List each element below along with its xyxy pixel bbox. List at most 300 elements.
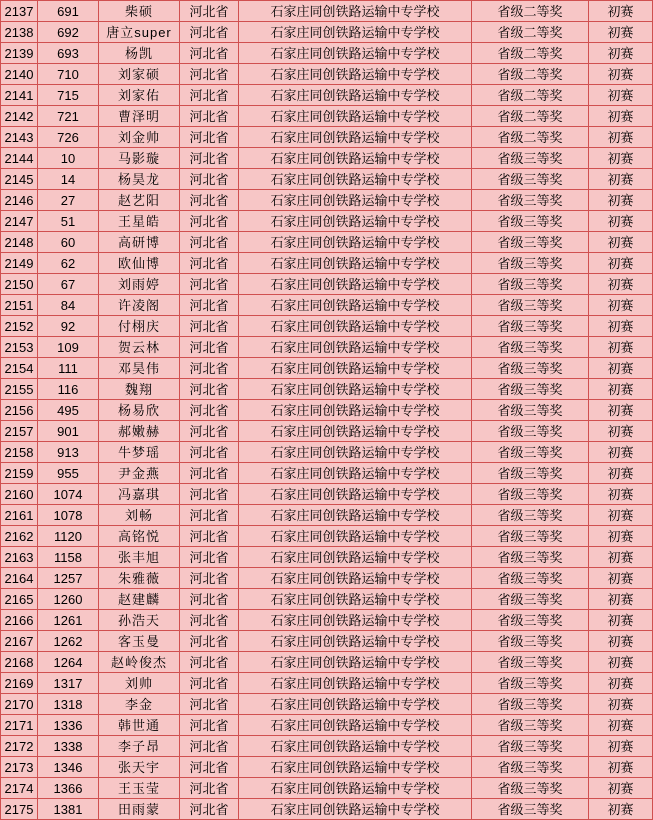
cell-index: 2156 — [1, 400, 38, 421]
cell-stage: 初赛 — [589, 379, 653, 400]
cell-name: 刘金帅 — [99, 127, 180, 148]
cell-number: 1317 — [38, 673, 99, 694]
cell-number: 14 — [38, 169, 99, 190]
cell-school: 石家庄同创铁路运输中专学校 — [239, 631, 472, 652]
cell-number: 1346 — [38, 757, 99, 778]
cell-index: 2160 — [1, 484, 38, 505]
cell-number: 111 — [38, 358, 99, 379]
cell-index: 2159 — [1, 463, 38, 484]
cell-region: 河北省 — [180, 253, 239, 274]
cell-index: 2168 — [1, 652, 38, 673]
cell-stage: 初赛 — [589, 316, 653, 337]
cell-name: 李金 — [99, 694, 180, 715]
table-row — [1, 64, 653, 85]
cell-index: 2138 — [1, 22, 38, 43]
cell-index: 2147 — [1, 211, 38, 232]
cell-region: 河北省 — [180, 400, 239, 421]
cell-school: 石家庄同创铁路运输中专学校 — [239, 799, 472, 820]
cell-name: 刘家硕 — [99, 64, 180, 85]
cell-number: 60 — [38, 232, 99, 253]
table-row — [1, 505, 653, 526]
cell-stage: 初赛 — [589, 778, 653, 799]
cell-index: 2143 — [1, 127, 38, 148]
cell-region: 河北省 — [180, 652, 239, 673]
cell-region: 河北省 — [180, 799, 239, 820]
cell-region: 河北省 — [180, 169, 239, 190]
cell-name: 许凌阁 — [99, 295, 180, 316]
cell-region: 河北省 — [180, 358, 239, 379]
cell-name: 李子昂 — [99, 736, 180, 757]
cell-number: 84 — [38, 295, 99, 316]
cell-name: 郝嫩赫 — [99, 421, 180, 442]
cell-region: 河北省 — [180, 757, 239, 778]
cell-school: 石家庄同创铁路运输中专学校 — [239, 442, 472, 463]
cell-index: 2137 — [1, 1, 38, 22]
cell-index: 2171 — [1, 715, 38, 736]
table-row — [1, 421, 653, 442]
cell-school: 石家庄同创铁路运输中专学校 — [239, 421, 472, 442]
table-row — [1, 463, 653, 484]
cell-region: 河北省 — [180, 715, 239, 736]
cell-name: 韩世通 — [99, 715, 180, 736]
table-row — [1, 715, 653, 736]
table-row — [1, 22, 653, 43]
cell-name: 朱雅薇 — [99, 568, 180, 589]
cell-region: 河北省 — [180, 568, 239, 589]
cell-school: 石家庄同创铁路运输中专学校 — [239, 316, 472, 337]
table-row — [1, 337, 653, 358]
cell-region: 河北省 — [180, 316, 239, 337]
cell-index: 2154 — [1, 358, 38, 379]
cell-number: 67 — [38, 274, 99, 295]
cell-index: 2146 — [1, 190, 38, 211]
cell-name: 张天宇 — [99, 757, 180, 778]
cell-name: 贺云林 — [99, 337, 180, 358]
cell-index: 2153 — [1, 337, 38, 358]
cell-region: 河北省 — [180, 127, 239, 148]
cell-region: 河北省 — [180, 484, 239, 505]
cell-stage: 初赛 — [589, 715, 653, 736]
cell-stage: 初赛 — [589, 568, 653, 589]
cell-award: 省级三等奖 — [472, 232, 589, 253]
cell-award: 省级三等奖 — [472, 610, 589, 631]
cell-number: 1120 — [38, 526, 99, 547]
table-row — [1, 589, 653, 610]
cell-award: 省级二等奖 — [472, 1, 589, 22]
table-row — [1, 778, 653, 799]
cell-region: 河北省 — [180, 337, 239, 358]
cell-index: 2162 — [1, 526, 38, 547]
cell-number: 27 — [38, 190, 99, 211]
cell-school: 石家庄同创铁路运输中专学校 — [239, 379, 472, 400]
cell-name: 唐立super — [99, 22, 180, 43]
cell-school: 石家庄同创铁路运输中专学校 — [239, 232, 472, 253]
table-row — [1, 526, 653, 547]
cell-school: 石家庄同创铁路运输中专学校 — [239, 64, 472, 85]
cell-stage: 初赛 — [589, 85, 653, 106]
cell-stage: 初赛 — [589, 1, 653, 22]
cell-name: 欧仙博 — [99, 253, 180, 274]
cell-school: 石家庄同创铁路运输中专学校 — [239, 169, 472, 190]
cell-award: 省级三等奖 — [472, 715, 589, 736]
cell-region: 河北省 — [180, 421, 239, 442]
cell-school: 石家庄同创铁路运输中专学校 — [239, 484, 472, 505]
cell-region: 河北省 — [180, 505, 239, 526]
cell-number: 1318 — [38, 694, 99, 715]
table-row — [1, 316, 653, 337]
cell-region: 河北省 — [180, 22, 239, 43]
cell-region: 河北省 — [180, 778, 239, 799]
cell-number: 62 — [38, 253, 99, 274]
cell-school: 石家庄同创铁路运输中专学校 — [239, 85, 472, 106]
cell-award: 省级三等奖 — [472, 358, 589, 379]
cell-school: 石家庄同创铁路运输中专学校 — [239, 673, 472, 694]
cell-stage: 初赛 — [589, 190, 653, 211]
cell-name: 马影璇 — [99, 148, 180, 169]
cell-name: 客玉曼 — [99, 631, 180, 652]
cell-stage: 初赛 — [589, 463, 653, 484]
cell-index: 2142 — [1, 106, 38, 127]
cell-stage: 初赛 — [589, 673, 653, 694]
cell-number: 1262 — [38, 631, 99, 652]
table-row — [1, 757, 653, 778]
cell-award: 省级二等奖 — [472, 85, 589, 106]
cell-stage: 初赛 — [589, 694, 653, 715]
cell-stage: 初赛 — [589, 757, 653, 778]
cell-award: 省级三等奖 — [472, 169, 589, 190]
table-row — [1, 484, 653, 505]
cell-award: 省级三等奖 — [472, 547, 589, 568]
cell-school: 石家庄同创铁路运输中专学校 — [239, 1, 472, 22]
cell-region: 河北省 — [180, 610, 239, 631]
cell-name: 高铭悦 — [99, 526, 180, 547]
cell-region: 河北省 — [180, 694, 239, 715]
cell-index: 2140 — [1, 64, 38, 85]
cell-region: 河北省 — [180, 85, 239, 106]
cell-number: 901 — [38, 421, 99, 442]
cell-award: 省级三等奖 — [472, 778, 589, 799]
cell-award: 省级二等奖 — [472, 22, 589, 43]
cell-school: 石家庄同创铁路运输中专学校 — [239, 127, 472, 148]
cell-region: 河北省 — [180, 148, 239, 169]
cell-index: 2139 — [1, 43, 38, 64]
table-row — [1, 652, 653, 673]
cell-name: 张丰旭 — [99, 547, 180, 568]
cell-name: 付栩庆 — [99, 316, 180, 337]
cell-school: 石家庄同创铁路运输中专学校 — [239, 253, 472, 274]
cell-index: 2174 — [1, 778, 38, 799]
cell-stage: 初赛 — [589, 610, 653, 631]
cell-region: 河北省 — [180, 232, 239, 253]
cell-region: 河北省 — [180, 442, 239, 463]
cell-region: 河北省 — [180, 526, 239, 547]
cell-name: 高研博 — [99, 232, 180, 253]
cell-index: 2165 — [1, 589, 38, 610]
cell-stage: 初赛 — [589, 211, 653, 232]
cell-name: 刘帅 — [99, 673, 180, 694]
cell-name: 杨凯 — [99, 43, 180, 64]
cell-index: 2172 — [1, 736, 38, 757]
cell-number: 721 — [38, 106, 99, 127]
cell-stage: 初赛 — [589, 169, 653, 190]
cell-award: 省级三等奖 — [472, 652, 589, 673]
cell-stage: 初赛 — [589, 421, 653, 442]
cell-number: 1338 — [38, 736, 99, 757]
cell-stage: 初赛 — [589, 253, 653, 274]
cell-index: 2152 — [1, 316, 38, 337]
cell-award: 省级三等奖 — [472, 442, 589, 463]
cell-index: 2169 — [1, 673, 38, 694]
cell-name: 杨易欣 — [99, 400, 180, 421]
cell-award: 省级三等奖 — [472, 673, 589, 694]
table-row — [1, 568, 653, 589]
table-row — [1, 799, 653, 820]
cell-school: 石家庄同创铁路运输中专学校 — [239, 694, 472, 715]
cell-index: 2167 — [1, 631, 38, 652]
cell-award: 省级三等奖 — [472, 589, 589, 610]
cell-number: 92 — [38, 316, 99, 337]
cell-school: 石家庄同创铁路运输中专学校 — [239, 106, 472, 127]
table-row — [1, 190, 653, 211]
cell-number: 1078 — [38, 505, 99, 526]
cell-award: 省级三等奖 — [472, 337, 589, 358]
cell-index: 2145 — [1, 169, 38, 190]
cell-number: 710 — [38, 64, 99, 85]
cell-number: 692 — [38, 22, 99, 43]
cell-school: 石家庄同创铁路运输中专学校 — [239, 757, 472, 778]
table-row — [1, 379, 653, 400]
cell-number: 1366 — [38, 778, 99, 799]
cell-school: 石家庄同创铁路运输中专学校 — [239, 43, 472, 64]
cell-number: 715 — [38, 85, 99, 106]
cell-stage: 初赛 — [589, 484, 653, 505]
cell-region: 河北省 — [180, 211, 239, 232]
cell-school: 石家庄同创铁路运输中专学校 — [239, 526, 472, 547]
cell-award: 省级三等奖 — [472, 757, 589, 778]
table-row — [1, 274, 653, 295]
cell-name: 赵岭俊杰 — [99, 652, 180, 673]
cell-region: 河北省 — [180, 43, 239, 64]
cell-school: 石家庄同创铁路运输中专学校 — [239, 400, 472, 421]
cell-number: 1261 — [38, 610, 99, 631]
cell-number: 1336 — [38, 715, 99, 736]
cell-award: 省级三等奖 — [472, 463, 589, 484]
cell-stage: 初赛 — [589, 799, 653, 820]
cell-school: 石家庄同创铁路运输中专学校 — [239, 652, 472, 673]
cell-award: 省级三等奖 — [472, 568, 589, 589]
cell-region: 河北省 — [180, 463, 239, 484]
table-body — [1, 1, 653, 820]
cell-school: 石家庄同创铁路运输中专学校 — [239, 610, 472, 631]
cell-school: 石家庄同创铁路运输中专学校 — [239, 736, 472, 757]
cell-stage: 初赛 — [589, 64, 653, 85]
cell-name: 冯嘉琪 — [99, 484, 180, 505]
cell-index: 2170 — [1, 694, 38, 715]
cell-stage: 初赛 — [589, 652, 653, 673]
cell-school: 石家庄同创铁路运输中专学校 — [239, 22, 472, 43]
cell-name: 王星皓 — [99, 211, 180, 232]
cell-school: 石家庄同创铁路运输中专学校 — [239, 715, 472, 736]
cell-school: 石家庄同创铁路运输中专学校 — [239, 547, 472, 568]
table-row — [1, 85, 653, 106]
cell-school: 石家庄同创铁路运输中专学校 — [239, 358, 472, 379]
cell-number: 116 — [38, 379, 99, 400]
cell-name: 田雨蒙 — [99, 799, 180, 820]
cell-stage: 初赛 — [589, 232, 653, 253]
cell-number: 955 — [38, 463, 99, 484]
cell-region: 河北省 — [180, 631, 239, 652]
cell-number: 1158 — [38, 547, 99, 568]
cell-school: 石家庄同创铁路运输中专学校 — [239, 190, 472, 211]
cell-region: 河北省 — [180, 589, 239, 610]
table-row — [1, 232, 653, 253]
cell-number: 693 — [38, 43, 99, 64]
cell-name: 赵艺阳 — [99, 190, 180, 211]
cell-school: 石家庄同创铁路运输中专学校 — [239, 148, 472, 169]
table-row — [1, 211, 653, 232]
cell-number: 10 — [38, 148, 99, 169]
cell-award: 省级三等奖 — [472, 190, 589, 211]
cell-number: 913 — [38, 442, 99, 463]
cell-school: 石家庄同创铁路运输中专学校 — [239, 274, 472, 295]
cell-school: 石家庄同创铁路运输中专学校 — [239, 337, 472, 358]
cell-stage: 初赛 — [589, 295, 653, 316]
cell-number: 51 — [38, 211, 99, 232]
cell-name: 孙浩天 — [99, 610, 180, 631]
table-row — [1, 43, 653, 64]
cell-number: 1257 — [38, 568, 99, 589]
cell-stage: 初赛 — [589, 274, 653, 295]
cell-stage: 初赛 — [589, 547, 653, 568]
cell-award: 省级三等奖 — [472, 253, 589, 274]
cell-index: 2158 — [1, 442, 38, 463]
cell-region: 河北省 — [180, 673, 239, 694]
table-row — [1, 253, 653, 274]
cell-number: 1264 — [38, 652, 99, 673]
cell-region: 河北省 — [180, 547, 239, 568]
cell-award: 省级三等奖 — [472, 274, 589, 295]
cell-index: 2166 — [1, 610, 38, 631]
cell-award: 省级三等奖 — [472, 694, 589, 715]
cell-award: 省级二等奖 — [472, 43, 589, 64]
cell-name: 刘畅 — [99, 505, 180, 526]
cell-name: 曹泽明 — [99, 106, 180, 127]
cell-stage: 初赛 — [589, 589, 653, 610]
cell-index: 2175 — [1, 799, 38, 820]
table-row — [1, 631, 653, 652]
cell-school: 石家庄同创铁路运输中专学校 — [239, 589, 472, 610]
cell-index: 2161 — [1, 505, 38, 526]
cell-index: 2157 — [1, 421, 38, 442]
cell-stage: 初赛 — [589, 505, 653, 526]
table-row — [1, 1, 653, 22]
cell-award: 省级三等奖 — [472, 505, 589, 526]
cell-region: 河北省 — [180, 736, 239, 757]
cell-name: 邓昊伟 — [99, 358, 180, 379]
cell-school: 石家庄同创铁路运输中专学校 — [239, 568, 472, 589]
cell-name: 刘雨婷 — [99, 274, 180, 295]
cell-award: 省级三等奖 — [472, 484, 589, 505]
table-row — [1, 148, 653, 169]
cell-number: 726 — [38, 127, 99, 148]
cell-stage: 初赛 — [589, 148, 653, 169]
cell-number: 1074 — [38, 484, 99, 505]
cell-award: 省级二等奖 — [472, 127, 589, 148]
table-row — [1, 400, 653, 421]
cell-school: 石家庄同创铁路运输中专学校 — [239, 778, 472, 799]
cell-stage: 初赛 — [589, 337, 653, 358]
cell-award: 省级三等奖 — [472, 295, 589, 316]
cell-name: 赵建麟 — [99, 589, 180, 610]
cell-school: 石家庄同创铁路运输中专学校 — [239, 505, 472, 526]
cell-name: 魏翔 — [99, 379, 180, 400]
cell-award: 省级三等奖 — [472, 421, 589, 442]
cell-index: 2155 — [1, 379, 38, 400]
cell-number: 1381 — [38, 799, 99, 820]
cell-stage: 初赛 — [589, 631, 653, 652]
cell-school: 石家庄同创铁路运输中专学校 — [239, 211, 472, 232]
cell-award: 省级三等奖 — [472, 148, 589, 169]
cell-index: 2150 — [1, 274, 38, 295]
cell-stage: 初赛 — [589, 736, 653, 757]
cell-stage: 初赛 — [589, 22, 653, 43]
table-row — [1, 358, 653, 379]
cell-region: 河北省 — [180, 274, 239, 295]
cell-name: 杨昊龙 — [99, 169, 180, 190]
table-row — [1, 442, 653, 463]
table-row — [1, 547, 653, 568]
cell-stage: 初赛 — [589, 127, 653, 148]
cell-index: 2164 — [1, 568, 38, 589]
cell-award: 省级二等奖 — [472, 106, 589, 127]
cell-index: 2144 — [1, 148, 38, 169]
cell-school: 石家庄同创铁路运输中专学校 — [239, 463, 472, 484]
table-row — [1, 736, 653, 757]
table-row — [1, 106, 653, 127]
cell-region: 河北省 — [180, 379, 239, 400]
cell-name: 尹金燕 — [99, 463, 180, 484]
cell-region: 河北省 — [180, 1, 239, 22]
cell-stage: 初赛 — [589, 106, 653, 127]
table-row — [1, 610, 653, 631]
cell-region: 河北省 — [180, 190, 239, 211]
table-row — [1, 295, 653, 316]
cell-name: 柴硕 — [99, 1, 180, 22]
cell-index: 2141 — [1, 85, 38, 106]
cell-index: 2148 — [1, 232, 38, 253]
cell-award: 省级三等奖 — [472, 379, 589, 400]
cell-award: 省级三等奖 — [472, 799, 589, 820]
cell-award: 省级三等奖 — [472, 631, 589, 652]
cell-index: 2163 — [1, 547, 38, 568]
cell-region: 河北省 — [180, 295, 239, 316]
cell-stage: 初赛 — [589, 43, 653, 64]
cell-stage: 初赛 — [589, 526, 653, 547]
cell-number: 691 — [38, 1, 99, 22]
cell-number: 495 — [38, 400, 99, 421]
cell-number: 109 — [38, 337, 99, 358]
cell-award: 省级三等奖 — [472, 400, 589, 421]
cell-award: 省级二等奖 — [472, 64, 589, 85]
table-row — [1, 673, 653, 694]
cell-number: 1260 — [38, 589, 99, 610]
cell-region: 河北省 — [180, 64, 239, 85]
cell-index: 2173 — [1, 757, 38, 778]
cell-stage: 初赛 — [589, 358, 653, 379]
cell-award: 省级三等奖 — [472, 211, 589, 232]
cell-index: 2151 — [1, 295, 38, 316]
cell-stage: 初赛 — [589, 400, 653, 421]
